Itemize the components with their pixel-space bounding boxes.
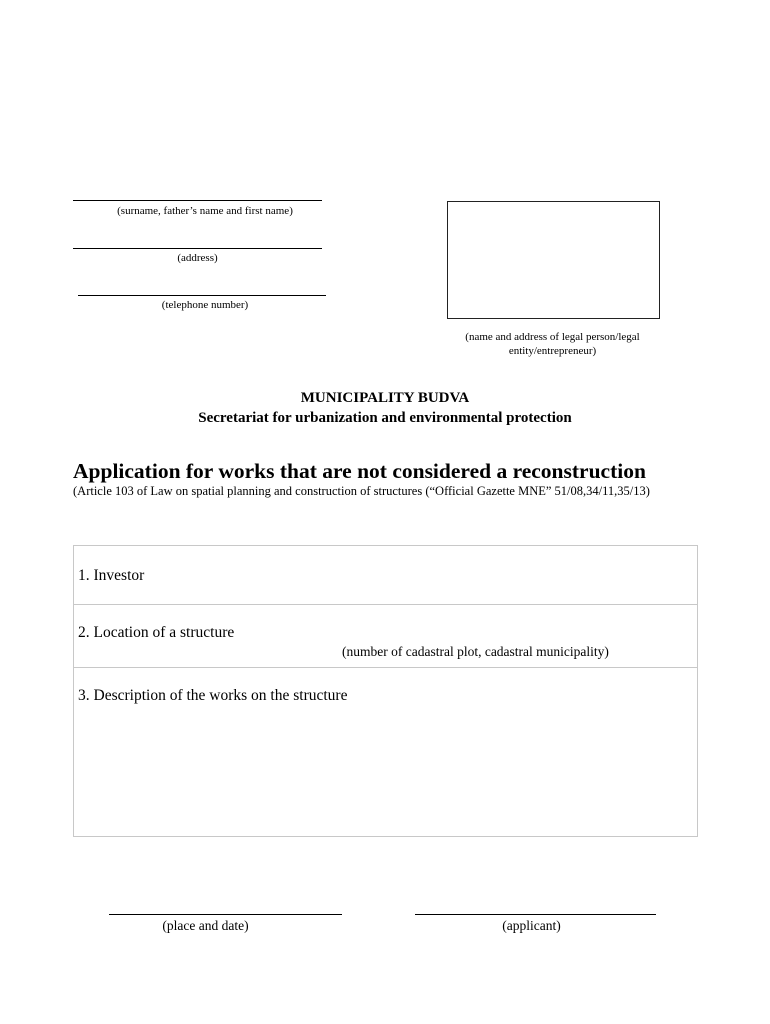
- investor-row[interactable]: [74, 546, 697, 604]
- place-date-underline[interactable]: [109, 914, 342, 915]
- phone-underline[interactable]: [78, 295, 326, 296]
- phone-caption: (telephone number): [161, 299, 249, 311]
- address-caption: (address): [177, 252, 218, 264]
- address-underline[interactable]: [73, 248, 322, 249]
- applicant-signature-underline[interactable]: [415, 914, 656, 915]
- document-legal-reference: (Article 103 of Law on spatial planning and construction of structures (“Official Gazette MNE” 51/08,34/11,35/13): [73, 484, 650, 498]
- location-hint: (number of cadastral plot, cadastral municipality): [342, 644, 609, 659]
- description-label: 3. Description of the works on the structure: [78, 687, 348, 704]
- municipality-name: MUNICIPALITY BUDVA: [300, 390, 470, 406]
- location-row[interactable]: [74, 605, 697, 667]
- applicant-caption: (applicant): [502, 918, 561, 933]
- legal-person-caption: (name and address of legal person/legal entity/entrepreneur): [465, 331, 640, 357]
- name-caption: (surname, father’s name and first name): [117, 205, 293, 217]
- investor-label: 1. Investor: [78, 567, 145, 584]
- department-name: Secretariat for urbanization and environmental protection: [198, 410, 572, 426]
- place-date-caption: (place and date): [162, 918, 249, 933]
- legal-person-box[interactable]: [447, 201, 660, 319]
- application-form-table: [73, 545, 698, 837]
- description-row[interactable]: [74, 668, 697, 836]
- name-underline[interactable]: [73, 200, 322, 201]
- document-title: Application for works that are not considered a reconstruction: [73, 459, 646, 483]
- location-label: 2. Location of a structure: [78, 624, 235, 641]
